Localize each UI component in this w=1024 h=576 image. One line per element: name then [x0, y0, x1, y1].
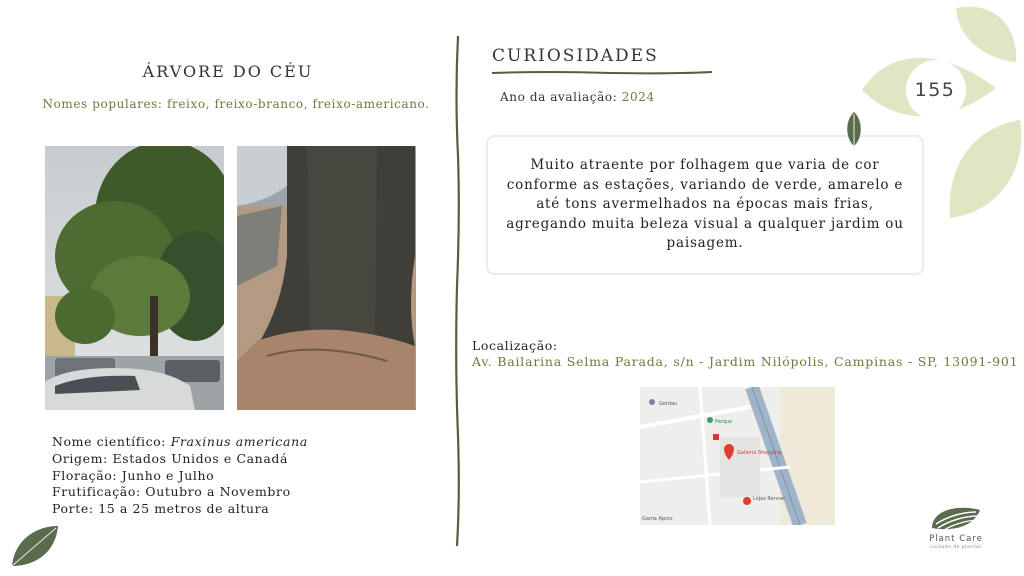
- leaf-icon: [843, 110, 865, 150]
- scientific-name-label: Nome científico:: [52, 434, 167, 449]
- year-label: Ano da avaliação:: [500, 90, 618, 104]
- map-label-gama: Gama Apoio: [642, 516, 673, 522]
- fruiting: Frutificação: Outubro a Novembro: [52, 484, 291, 500]
- map-label-galleria: Galleria Shopping: [737, 450, 782, 456]
- logo-tagline: cuidado de plantas: [930, 545, 982, 550]
- evaluation-year: [500, 90, 655, 104]
- year-value: 2024: [621, 90, 655, 104]
- badge-number: 155: [914, 79, 956, 101]
- scientific-name: [52, 434, 308, 451]
- tree-photo: [45, 146, 224, 410]
- corner-leaf-icon: [8, 522, 62, 570]
- curiosity-text: Muito atraente por folhagem que varia de cor conforme as estações, variando de verde, amarelo e até tons avermelhados na épocas mais frias, agregando muita beleza visual a qualquer jardim ou paisagem.: [506, 157, 904, 252]
- logo-name: Plant Care: [929, 534, 983, 544]
- origin: Origem: Estados Unidos e Canadá: [52, 450, 289, 466]
- trunk-photo: [237, 146, 416, 410]
- tree-title: ÁRVORE DO CÉU: [142, 62, 314, 81]
- vertical-divider: [451, 36, 465, 546]
- map-label-parque: Parque: [715, 419, 733, 425]
- scientific-name-value: Fraxinus americana: [170, 434, 308, 449]
- map-label-gerdau: Gerdau: [659, 401, 678, 407]
- location-label: Localização:: [472, 338, 558, 353]
- location-map[interactable]: [640, 387, 835, 525]
- tree-facts: [52, 434, 308, 518]
- popular-names: Nomes populares: freixo, freixo-branco, freixo-americano.: [42, 97, 430, 111]
- title-underline: [490, 68, 715, 78]
- map-label-renner: Lojas Renner: [753, 496, 786, 502]
- curiosities-title: CURIOSIDADES: [492, 46, 659, 66]
- flowering: Floração: Junho e Julho: [52, 467, 215, 483]
- size: Porte: 15 a 25 metros de altura: [52, 501, 270, 517]
- leaves-decoration: [858, 0, 1024, 230]
- location-address: Av. Bailarina Selma Parada, s/n - Jardim Nilópolis, Campinas - SP, 13091-901: [472, 354, 1019, 369]
